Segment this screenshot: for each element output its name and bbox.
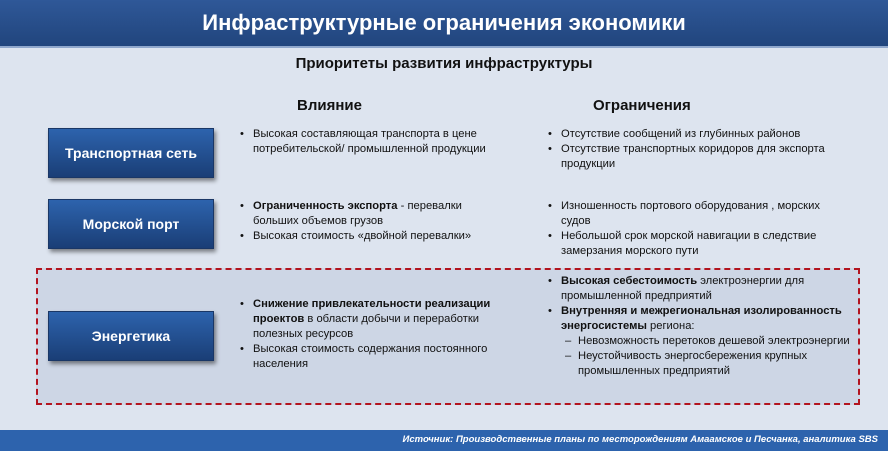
- emphasis-text: Внутренняя и межрегиональная изолированность энергосистемы: [561, 305, 842, 332]
- source-note: Источник: Производственные планы по месторождениям Амаамское и Песчанка, аналитика SBS: [402, 434, 878, 445]
- list-item: [548, 274, 852, 304]
- transport-impact: [240, 127, 510, 157]
- item-text: - перевалки больших объемов грузов: [253, 200, 462, 227]
- emphasis-text: Снижение привлекательности реализации проектов: [253, 298, 491, 325]
- item-text: в области добычи и переработки полезных ресурсов: [253, 313, 479, 340]
- row-label-port: Морской порт: [48, 199, 214, 249]
- column-header-limits: Ограничения: [593, 97, 691, 114]
- port-limits: [548, 199, 848, 259]
- row-label-transport: Транспортная сеть: [48, 128, 214, 178]
- emphasis-text: Ограниченность экспорта: [253, 200, 398, 212]
- subtitle: Приоритеты развития инфраструктуры: [295, 55, 593, 72]
- item-text: электроэнергии для промышленной предприятий: [561, 275, 805, 302]
- title-bar: [0, 0, 888, 48]
- sub-list-item: – Невозможность перетоков дешевой электроэнергии: [548, 334, 852, 349]
- transport-limits: [548, 127, 848, 172]
- list-item: • Высокая стоимость содержания постоянного населения: [240, 342, 510, 372]
- list-item: [240, 199, 510, 229]
- energy-limits: [548, 274, 852, 379]
- energy-impact: [240, 297, 510, 372]
- list-item: [240, 297, 510, 342]
- list-item: • Небольшой срок морской навигации в следствие замерзания морского пути: [548, 229, 848, 259]
- list-item: [548, 304, 852, 334]
- row-label-energy: Энергетика: [48, 311, 214, 361]
- port-impact: [240, 199, 510, 244]
- list-item: • Отсутствие транспортных коридоров для экспорта продукции: [548, 142, 848, 172]
- page-title: Инфраструктурные ограничения экономики: [202, 10, 686, 35]
- sub-list-item: – Неустойчивость энергосбережения крупных промышленных предприятий: [548, 349, 852, 379]
- list-item: • Изношенность портового оборудования , морских судов: [548, 199, 848, 229]
- list-item: • Отсутствие сообщений из глубинных районов: [548, 127, 848, 142]
- emphasis-text: Высокая себестоимость: [561, 275, 698, 287]
- list-item: • Высокая стоимость «двойной перевалки»: [240, 229, 510, 244]
- item-text: региона:: [646, 320, 695, 332]
- footer-bar: [0, 430, 888, 451]
- column-header-impact: Влияние: [297, 97, 362, 114]
- list-item: • Высокая составляющая транспорта в цене потребительской/ промышленной продукции: [240, 127, 510, 157]
